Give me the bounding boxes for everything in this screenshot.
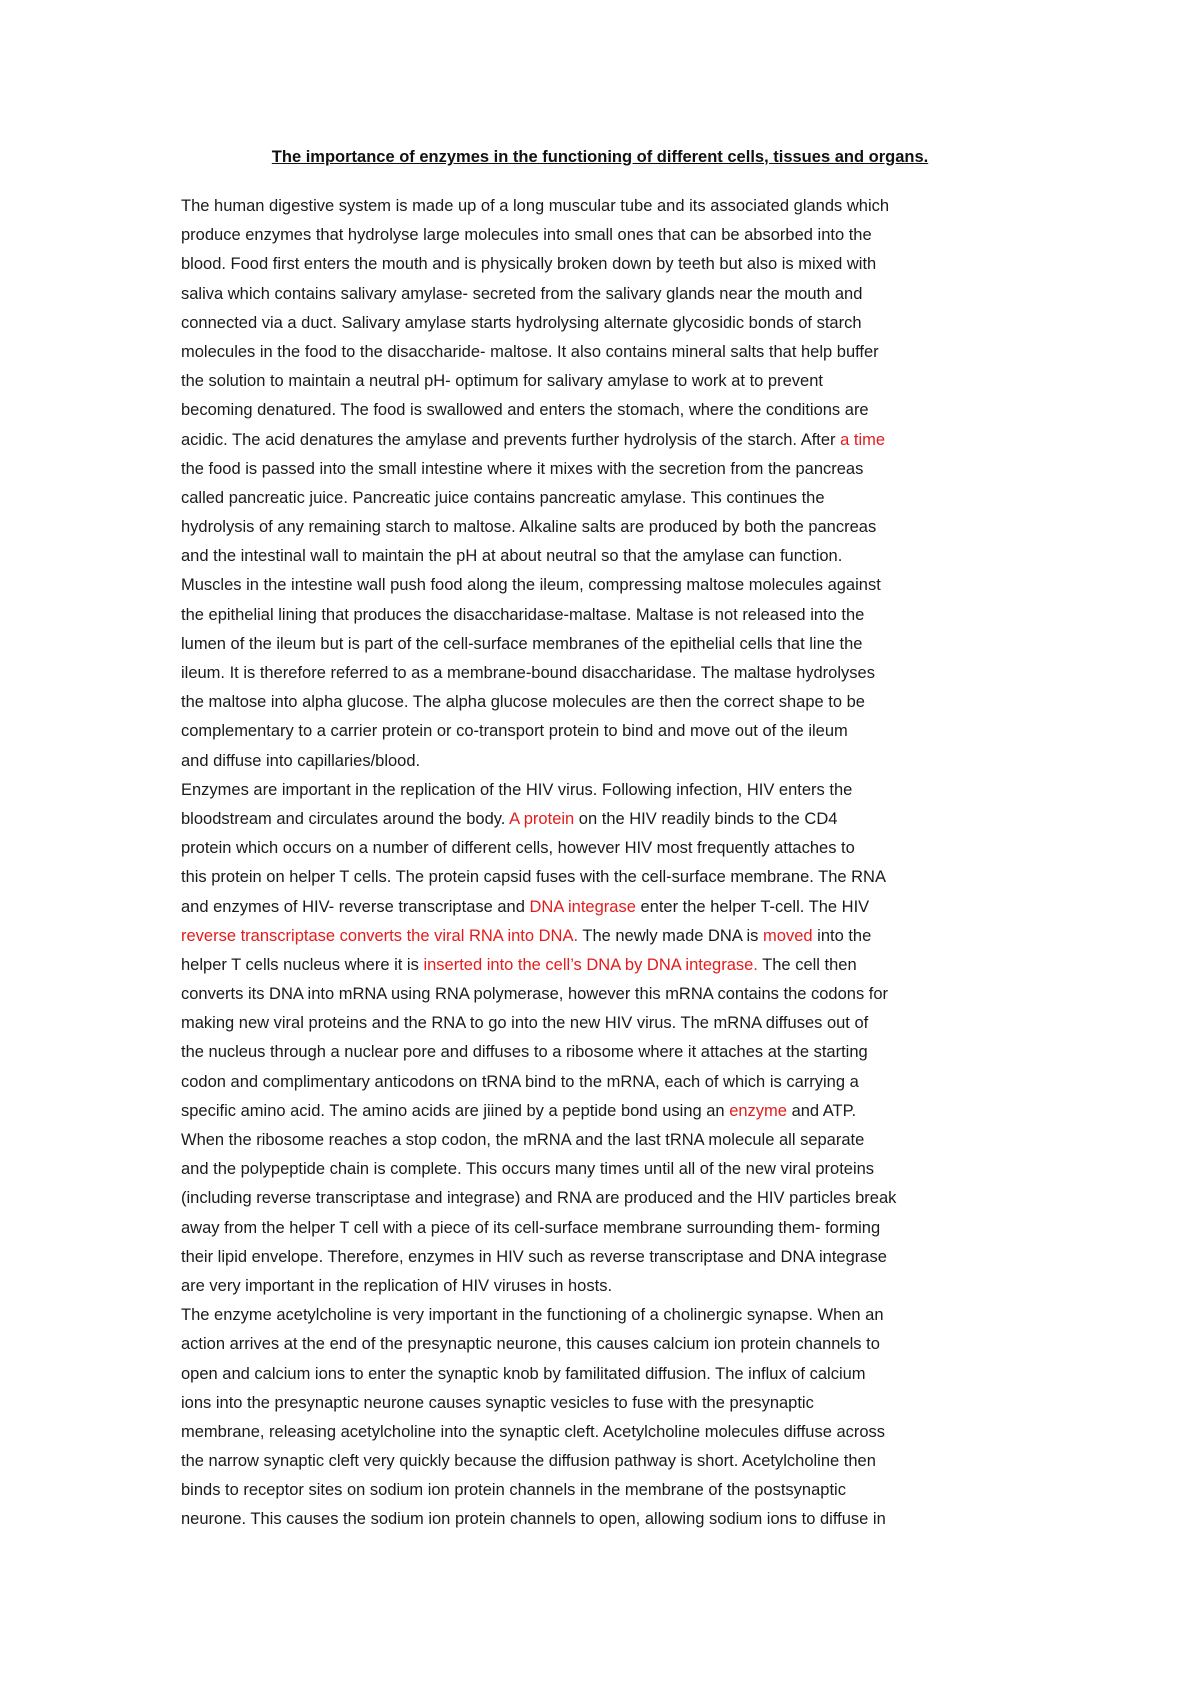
text-line xyxy=(181,776,1061,805)
text-line xyxy=(181,396,1061,425)
text-line xyxy=(181,893,1061,922)
text-line xyxy=(181,484,1061,513)
text-segment: acidic. The acid denatures the amylase and prevents further hydrolysis of the starch. After xyxy=(181,430,841,449)
text-line xyxy=(181,601,1061,630)
text-segment: hydrolysis of any remaining starch to maltose. Alkaline salts are produced by both the pancreas xyxy=(181,518,877,537)
text-line xyxy=(181,1155,1061,1184)
text-line xyxy=(181,1389,1061,1418)
text-line xyxy=(181,1068,1061,1097)
text-line xyxy=(181,834,1061,863)
text-line xyxy=(181,1447,1061,1476)
text-line xyxy=(181,1360,1061,1389)
text-segment: The newly made DNA is xyxy=(578,926,764,945)
text-line xyxy=(181,1097,1061,1126)
text-line xyxy=(181,338,1061,367)
text-segment: The cell then xyxy=(757,955,857,974)
text-segment: blood. Food first enters the mouth and is physically broken down by teeth but also is mixed with xyxy=(181,255,877,274)
text-segment: and the polypeptide chain is complete. This occurs many times until all of the new viral proteins xyxy=(181,1160,875,1179)
text-segment: away from the helper T cell with a piece of its cell-surface membrane surrounding them- forming xyxy=(181,1218,881,1237)
text-line xyxy=(181,1476,1061,1505)
text-segment: protein which occurs on a number of different cells, however HIV most frequently attaches to xyxy=(181,839,855,858)
text-line xyxy=(181,951,1061,980)
text-line xyxy=(181,747,1061,776)
highlighted-text: A protein xyxy=(509,809,575,828)
text-segment: helper T cells nucleus where it is xyxy=(181,955,424,974)
text-line xyxy=(181,1301,1061,1330)
text-line xyxy=(181,1009,1061,1038)
text-segment: When the ribosome reaches a stop codon, the mRNA and the last tRNA molecule all separate xyxy=(181,1131,865,1149)
text-segment: and the intestinal wall to maintain the pH at about neutral so that the amylase can function. xyxy=(181,547,843,566)
text-segment: this protein on helper T cells. The protein capsid fuses with the cell-surface membrane. The RNA xyxy=(181,868,886,887)
text-segment: ileum. It is therefore referred to as a membrane-bound disaccharidase. The maltase hydrolyses xyxy=(181,664,875,682)
text-segment: into the xyxy=(812,926,872,945)
text-segment: binds to receptor sites on sodium ion protein channels in the membrane of the postsynaptic xyxy=(181,1481,846,1500)
text-segment: becoming denatured. The food is swallowed and enters the stomach, where the conditions are xyxy=(181,401,869,420)
text-line xyxy=(181,922,1061,951)
text-line xyxy=(181,309,1061,338)
text-segment: the nucleus through a nuclear pore and diffuses to a ribosome where it attaches at the starting xyxy=(181,1043,868,1062)
text-segment: their lipid envelope. Therefore, enzymes in HIV such as reverse transcriptase and DNA integrase xyxy=(181,1247,887,1266)
text-line xyxy=(181,1505,1061,1534)
text-segment: ions into the presynaptic neurone causes synaptic vesicles to fuse with the presynaptic xyxy=(181,1393,814,1412)
text-line xyxy=(181,221,1061,250)
text-line xyxy=(181,367,1061,396)
text-line xyxy=(181,1330,1061,1359)
text-segment: saliva which contains salivary amylase- secreted from the salivary glands near the mouth and xyxy=(181,284,863,303)
text-segment: the food is passed into the small intestine where it mixes with the secretion from the pancreas xyxy=(181,459,864,478)
text-segment: lumen of the ileum but is part of the cell-surface membranes of the epithelial cells that line the xyxy=(181,634,863,653)
text-line xyxy=(181,1418,1061,1447)
text-line xyxy=(181,1184,1061,1213)
text-line xyxy=(181,688,1061,717)
text-segment: specific amino acid. The amino acids are jiined by a peptide bond using an xyxy=(181,1101,730,1120)
text-segment: the maltose into alpha glucose. The alpha glucose molecules are then the correct shape to be xyxy=(181,693,865,712)
text-segment: and ATP. xyxy=(786,1101,857,1120)
text-segment: and enzymes of HIV- reverse transcriptase and xyxy=(181,897,530,916)
highlighted-text: a time xyxy=(840,430,886,449)
text-line xyxy=(181,1126,1061,1155)
highlighted-text: enzyme xyxy=(729,1101,787,1120)
text-segment: molecules in the food to the disaccharide- maltose. It also contains mineral salts that help buffer xyxy=(181,342,879,361)
text-line xyxy=(181,250,1061,279)
text-segment: open and calcium ions to enter the synaptic knob by familitated diffusion. The influx of calcium xyxy=(181,1364,866,1383)
text-line xyxy=(181,426,1061,455)
highlighted-text: moved xyxy=(763,926,813,945)
text-segment: complementary to a carrier protein or co-transport protein to bind and move out of the ileum xyxy=(181,722,848,741)
text-line xyxy=(181,659,1061,688)
text-segment: enter the helper T-cell. The HIV xyxy=(635,897,870,916)
text-line xyxy=(181,1214,1061,1243)
text-segment: connected via a duct. Salivary amylase starts hydrolysing alternate glycosidic bonds of starch xyxy=(181,313,862,332)
text-segment: (including reverse transcriptase and integrase) and RNA are produced and the HIV particles break xyxy=(181,1189,897,1208)
text-segment: the solution to maintain a neutral pH- optimum for salivary amylase to work at to prevent xyxy=(181,372,823,391)
text-line xyxy=(181,455,1061,484)
text-segment: and diffuse into capillaries/blood. xyxy=(181,751,421,770)
text-line xyxy=(181,542,1061,571)
text-segment: membrane, releasing acetylcholine into the synaptic cleft. Acetylcholine molecules diffuse across xyxy=(181,1422,886,1441)
text-segment: codon and complimentary anticodons on tRNA bind to the mRNA, each of which is carrying a xyxy=(181,1072,859,1091)
text-segment: on the HIV readily binds to the CD4 xyxy=(574,809,838,828)
text-line xyxy=(181,192,1061,221)
text-line xyxy=(181,630,1061,659)
text-segment: called pancreatic juice. Pancreatic juice contains pancreatic amylase. This continues the xyxy=(181,488,825,507)
document-body xyxy=(181,192,1061,1535)
text-line xyxy=(181,513,1061,542)
text-segment: action arrives at the end of the presynaptic neurone, this causes calcium ion protein channels to xyxy=(181,1335,880,1354)
text-segment: produce enzymes that hydrolyse large molecules into small ones that can be absorbed into the xyxy=(181,226,872,245)
text-segment: converts its DNA into mRNA using RNA polymerase, however this mRNA contains the codons for xyxy=(181,985,889,1004)
text-segment: The human digestive system is made up of a long muscular tube and its associated glands which xyxy=(181,197,890,215)
highlighted-text: inserted into the cell’s DNA by DNA integrase. xyxy=(423,955,758,974)
text-line xyxy=(181,980,1061,1009)
text-line xyxy=(181,805,1061,834)
text-segment: bloodstream and circulates around the body. xyxy=(181,809,510,828)
text-line xyxy=(181,571,1061,600)
text-line xyxy=(181,863,1061,892)
text-segment: Enzymes are important in the replication of the HIV virus. Following infection, HIV enters the xyxy=(181,780,853,799)
text-segment: making new viral proteins and the RNA to go into the new HIV virus. The mRNA diffuses out of xyxy=(181,1014,869,1033)
text-segment: The enzyme acetylcholine is very important in the functioning of a cholinergic synapse. When an xyxy=(181,1306,884,1325)
highlighted-text: DNA integrase xyxy=(529,897,636,916)
text-line xyxy=(181,1038,1061,1067)
highlighted-text: reverse transcriptase converts the viral RNA into DNA. xyxy=(181,926,579,945)
text-segment: Muscles in the intestine wall push food along the ileum, compressing maltose molecules against xyxy=(181,576,881,595)
text-segment: the narrow synaptic cleft very quickly because the diffusion pathway is short. Acetylcholine then xyxy=(181,1452,876,1471)
text-line xyxy=(181,1272,1061,1301)
text-segment: the epithelial lining that produces the disaccharidase-maltase. Maltase is not released into the xyxy=(181,605,865,624)
text-line xyxy=(181,717,1061,746)
text-line xyxy=(181,280,1061,309)
text-line xyxy=(181,1243,1061,1272)
text-segment: are very important in the replication of HIV viruses in hosts. xyxy=(181,1276,613,1295)
document-title: The importance of enzymes in the functioning of different cells, tissues and organs. xyxy=(271,148,929,166)
text-segment: neurone. This causes the sodium ion protein channels to open, allowing sodium ions to diffuse in xyxy=(181,1510,886,1529)
